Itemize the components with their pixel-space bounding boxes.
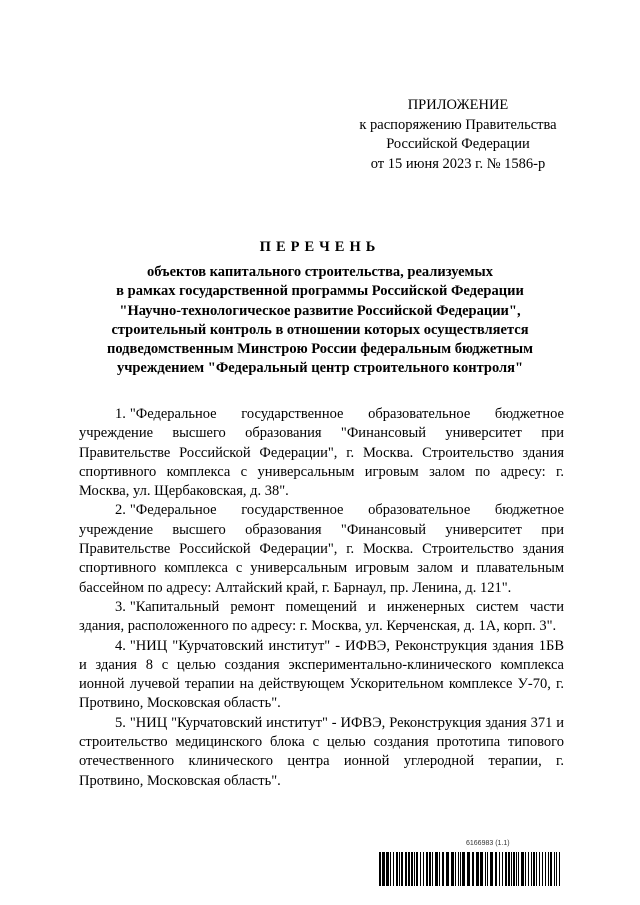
barcode-bar [386, 852, 389, 886]
appendix-date-number: от 15 июня 2023 г. № 1586-р [370, 155, 546, 172]
barcode-bar [423, 852, 424, 886]
item-number: 2. [115, 502, 126, 519]
barcode-bar [518, 852, 519, 886]
document-subtitle [60, 263, 580, 379]
barcode-bar [379, 852, 381, 886]
barcode-bar [490, 852, 493, 886]
barcode-bar [405, 852, 407, 886]
list-item [79, 501, 564, 597]
item-text: "НИЦ "Курчатовский институт" - ИФВЭ, Реконструкция здания 1БВ и здания 8 с целью создания экспериментально-клинического комплекса ионной лучевой терапии на действующем Ускорительном комплексе У-70, г. Протвино, Московская область". [79, 637, 564, 712]
barcode-label: 6166983 (1.1) [466, 840, 510, 847]
barcode-bar [416, 852, 418, 886]
object-list [79, 405, 564, 791]
barcode-bar [536, 852, 537, 886]
barcode-bar [480, 852, 483, 886]
barcode-bar [545, 852, 546, 886]
barcode-bar [408, 852, 410, 886]
barcode-bar [429, 852, 431, 886]
barcode-bar [396, 852, 398, 886]
item-number: 3. [115, 598, 126, 615]
barcode-icon [378, 852, 564, 886]
barcode-bar [467, 852, 470, 886]
list-item [79, 405, 564, 501]
barcode-bar [499, 852, 500, 886]
barcode-bar [548, 852, 549, 886]
barcode-bar [502, 852, 503, 886]
subtitle-line: в рамках государственной программы Российской Федерации [116, 283, 524, 300]
barcode-bar [521, 852, 524, 886]
barcode-bar [460, 852, 461, 886]
barcode-bar [451, 852, 454, 886]
barcode [378, 840, 564, 886]
barcode-bar [455, 852, 456, 886]
barcode-bar [550, 852, 552, 886]
barcode-bar [462, 852, 465, 886]
barcode-bar [539, 852, 540, 886]
barcode-bar [554, 852, 555, 886]
list-item [79, 714, 564, 791]
item-text: "Федеральное государственное образовательное бюджетное учреждение высшего образования "Финансовый университет при Правительстве Российской Федерации", г. Москва. Строительство здания спортивного комплекса с универсальным игровым залом и плавательным бассейном по адресу: Алтайский край, г. Барнаул, пр. Ленина, д. 121". [79, 502, 564, 596]
barcode-bar [446, 852, 449, 886]
barcode-bar [458, 852, 459, 886]
barcode-bar [401, 852, 403, 886]
item-text: "Капитальный ремонт помещений и инженерных систем части здания, расположенного по адресу: г. Москва, ул. Керченская, д. 1А, корп. 3". [79, 598, 564, 635]
list-item [79, 598, 564, 637]
list-item [79, 637, 564, 714]
barcode-bar [485, 852, 486, 886]
barcode-bar [511, 852, 512, 886]
subtitle-line: строительный контроль в отношении которых осуществляется [111, 321, 529, 338]
subtitle-line: объектов капитального строительства, реализуемых [147, 264, 493, 280]
subtitle-line: "Научно-технологическое развитие Российской Федерации", [119, 302, 521, 319]
barcode-bar [382, 852, 385, 886]
item-number: 4. [115, 637, 126, 654]
barcode-bar [528, 852, 529, 886]
barcode-bar [487, 852, 488, 886]
barcode-bar [542, 852, 543, 886]
subtitle-line: подведомственным Минстрою России федеральным бюджетным [107, 341, 533, 358]
subtitle-line: учреждением "Федеральный центр строительного контроля" [116, 360, 524, 377]
barcode-bar [439, 852, 440, 886]
barcode-bar [426, 852, 428, 886]
barcode-bar [399, 852, 400, 886]
barcode-bar [513, 852, 515, 886]
appendix-government: Российской Федерации [386, 136, 530, 152]
barcode-bar [442, 852, 444, 886]
appendix-header [330, 96, 586, 174]
appendix-label: ПРИЛОЖЕНИЕ [407, 97, 509, 113]
barcode-bar [476, 852, 479, 886]
barcode-bar [435, 852, 438, 886]
item-text: "Федеральное государственное образовательное бюджетное учреждение высшего образования "Финансовый университет при Правительстве Российской Федерации", г. Москва. Строительство здания спортивного комплекса с универсальным игровым залом по адресу: г. Москва, ул. Щербаковская, д. 38". [79, 406, 564, 500]
item-text: "НИЦ "Курчатовский институт" - ИФВЭ, Реконструкция здания 371 и строительство медицинского блока с целью создания прототипа типового отечественного клинического центра ионной углеродной терапии, г. Протвино, Московская область". [79, 714, 564, 789]
barcode-bar [495, 852, 497, 886]
barcode-bar [533, 852, 535, 886]
barcode-bar [556, 852, 557, 886]
appendix-order-ref: к распоряжению Правительства [359, 116, 557, 133]
barcode-bar [390, 852, 391, 886]
barcode-bar [414, 852, 415, 886]
item-number: 1. [115, 406, 126, 422]
barcode-bar [472, 852, 474, 886]
item-number: 5. [115, 714, 126, 731]
barcode-bar [525, 852, 526, 886]
barcode-bar [420, 852, 421, 886]
barcode-bar [505, 852, 507, 886]
barcode-bar [559, 852, 560, 886]
barcode-bar [516, 852, 517, 886]
barcode-bar [432, 852, 433, 886]
barcode-bar [508, 852, 510, 886]
barcode-bar [411, 852, 413, 886]
barcode-bar [531, 852, 532, 886]
barcode-bar [393, 852, 394, 886]
document-title: ПЕРЕЧЕНЬ [259, 239, 381, 255]
